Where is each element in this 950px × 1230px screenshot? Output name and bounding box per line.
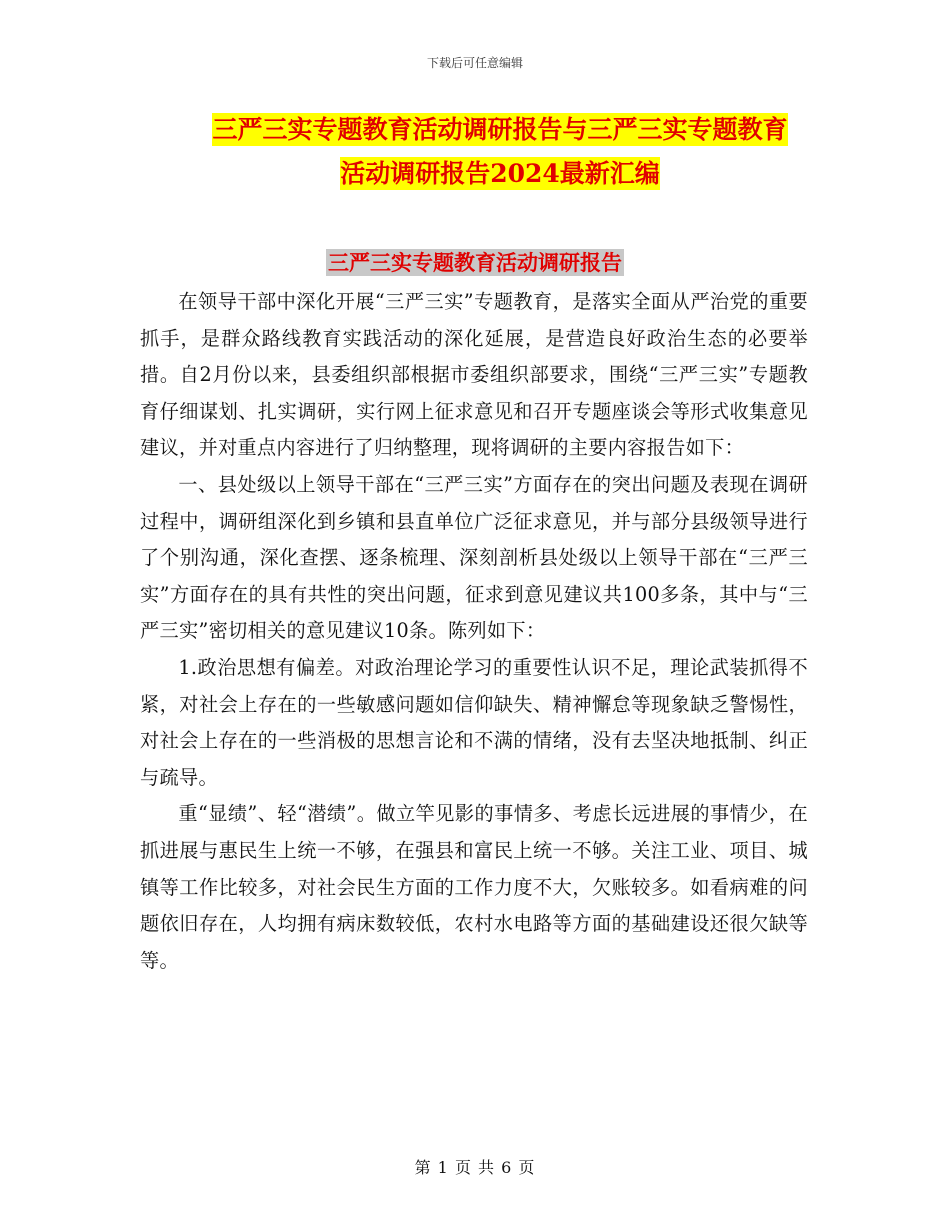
- document-title: [140, 108, 860, 196]
- header-note: 下载后可任意编辑: [426, 56, 523, 70]
- section-title: [0, 247, 950, 279]
- paragraph-intro: 在领导干部中深化开展“三严三实”专题教育，是落实全面从严治党的重要抓手，是群众路线教育实践活动的深化延展，是营造良好政治生态的必要举措。自2月份以来，县委组织部根据市委组织部要求，围绕“三严三实”专题教育仔细谋划、扎实调研，实行网上征求意见和召开专题座谈会等形式收集意见建议，并对重点内容进行了归纳整理，现将调研的主要内容报告如下：: [140, 290, 808, 460]
- document-title-line-1: 三严三实专题教育活动调研报告与三严三实专题教育: [212, 115, 788, 144]
- paragraph-section-one: 一、县处级以上领导干部在“三严三实”方面存在的突出问题及表现在调研过程中，调研组深化到乡镇和县直单位广泛征求意见，并与部分县级领导进行了个别沟通，深化查摆、逐条梳理、深刻剖析县处级以上领导干部在“三严三实”方面存在的具有共性的突出问题，征求到意见建议共100多条，其中与“三严三实”密切相关的意见建议10条。陈列如下：: [140, 472, 808, 643]
- page-footer: 第 1 页 共 6 页: [414, 1158, 536, 1177]
- paragraph-item-two: 重“显绩”、轻“潜绩”。做立竿见影的事情多、考虑长远进展的事情少，在抓进展与惠民生上统一不够，在强县和富民上统一不够。关注工业、项目、城镇等工作比较多，对社会民生方面的工作力度不大，欠账较多。如看病难的问题依旧存在，人均拥有病床数较低，农村水电路等方面的基础建设还很欠缺等等。: [140, 802, 808, 972]
- body-text: [140, 284, 808, 979]
- paragraph-item-one: 1.政治思想有偏差。对政治理论学习的重要性认识不足，理论武装抓得不紧，对社会上存在的一些敏感问题如信仰缺失、精神懈怠等现象缺乏警惕性，对社会上存在的一些消极的思想言论和不满的情绪，没有去坚决地抵制、纠正与疏导。: [140, 655, 808, 789]
- section-title-text: 三严三实专题教育活动调研报告: [328, 250, 622, 275]
- document-title-line-2: 活动调研报告2024最新汇编: [340, 159, 660, 188]
